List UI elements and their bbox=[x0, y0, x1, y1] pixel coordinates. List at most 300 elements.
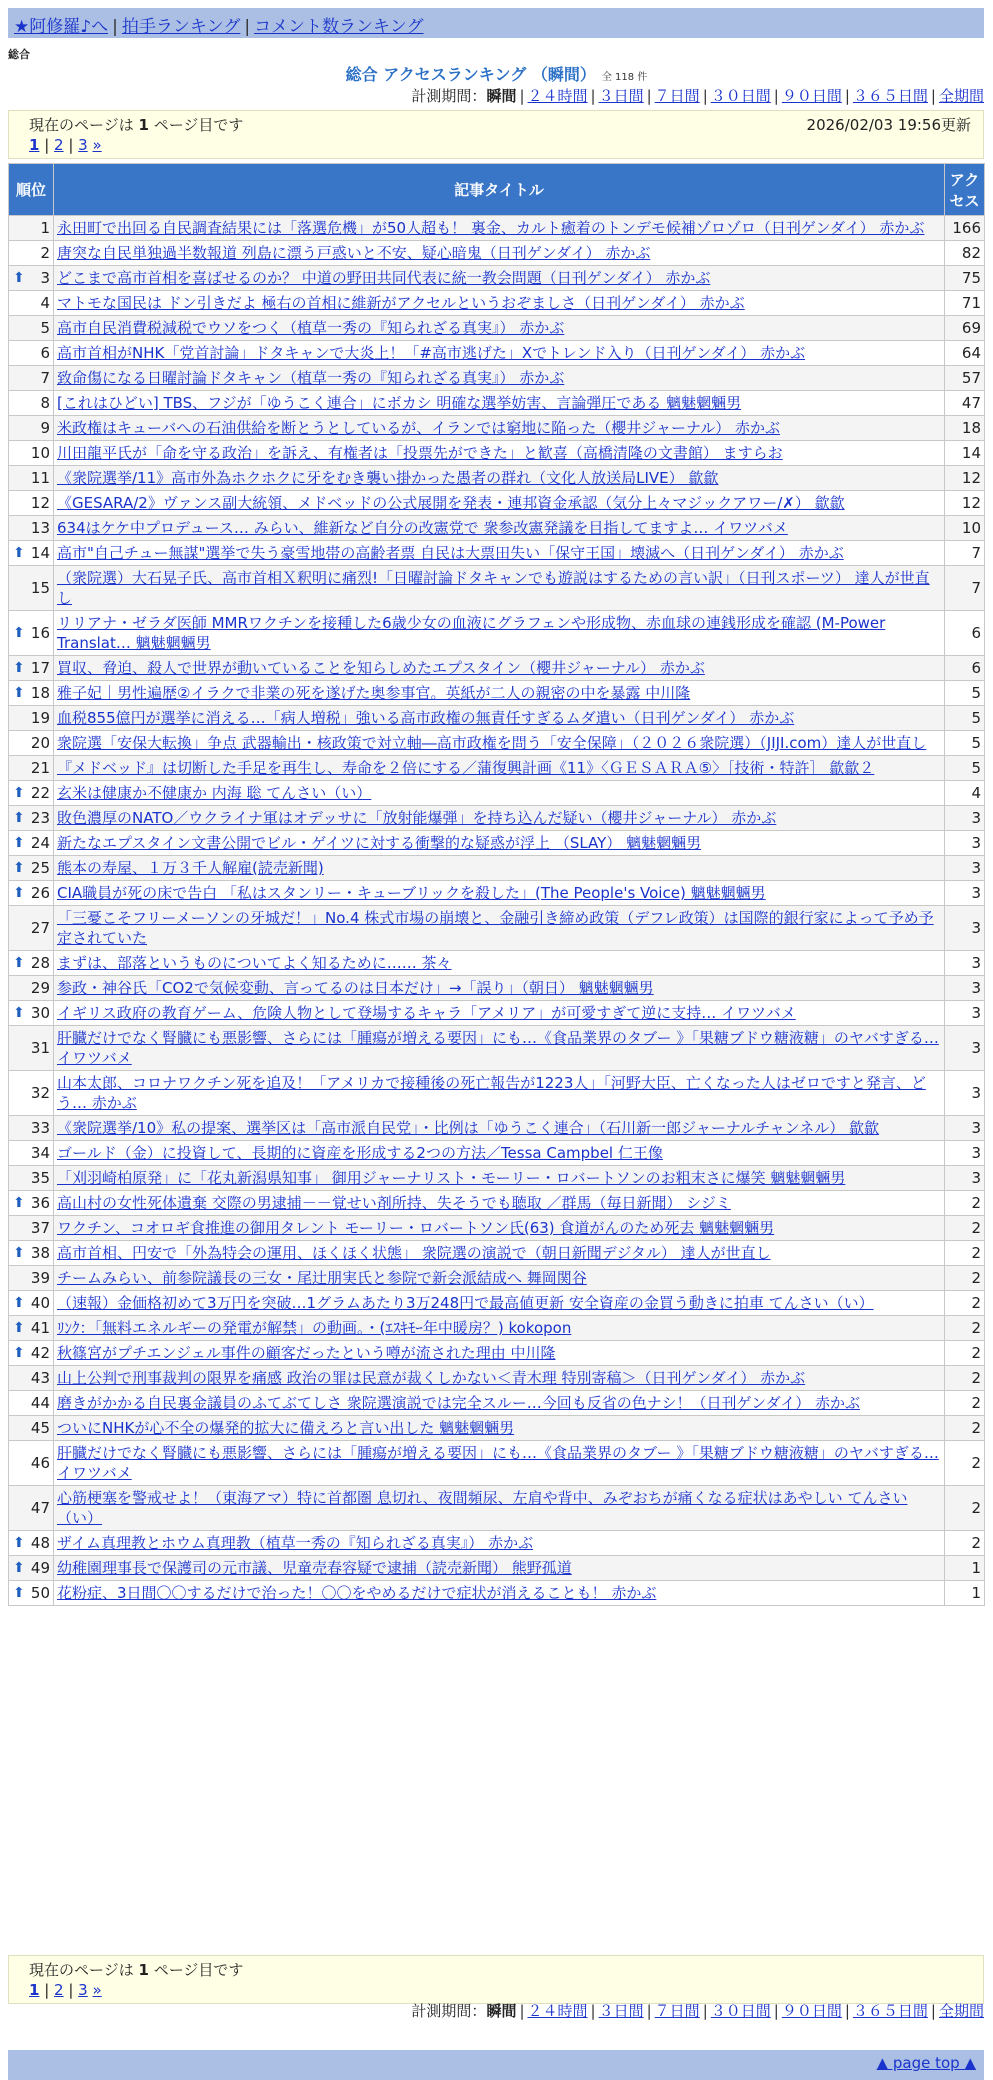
rank-cell bbox=[9, 1266, 54, 1291]
rank-cell bbox=[9, 566, 54, 611]
title-cell bbox=[54, 366, 945, 391]
rank-number: 42 bbox=[30, 1344, 50, 1362]
title-cell bbox=[54, 976, 945, 1001]
rank-number: 6 bbox=[40, 344, 50, 362]
rank-cell bbox=[9, 1486, 54, 1531]
article-link[interactable]: 心筋梗塞を警戒せよ！（東海アマ）特に首都圏 息切れ、夜間頻尿、左肩や背中、みぞおちが痛くなる症状はあやしい てんさい（い） bbox=[57, 1489, 908, 1527]
ranking-row bbox=[9, 366, 985, 391]
page-link-current[interactable]: 1 bbox=[29, 136, 40, 154]
period-label: 計測期間： bbox=[411, 2002, 487, 2020]
title-cell bbox=[54, 1486, 945, 1531]
title-cell bbox=[54, 1116, 945, 1141]
rank-number: 27 bbox=[30, 919, 50, 937]
rank-number: 21 bbox=[30, 759, 50, 777]
title-cell bbox=[54, 291, 945, 316]
article-link[interactable]: イギリス政府の教育ゲーム、危険人物として登場するキャラ「アメリア」が可愛すぎて逆に支持… イワツバメ bbox=[57, 1004, 796, 1022]
page-link[interactable]: 2 bbox=[54, 136, 64, 154]
period-separator: | bbox=[844, 2002, 850, 2020]
article-link[interactable]: 山本太郎、コロナワクチン死を追及！「アメリカで接種後の死亡報告が1223人」「河野大臣、亡くなった人はゼロですと発言、どう… 赤かぶ bbox=[57, 1074, 926, 1112]
ranking-row bbox=[9, 906, 985, 951]
page-status: 現在のページは 1 ページ目です bbox=[29, 1961, 244, 1979]
rank-cell bbox=[9, 1416, 54, 1441]
title-cell bbox=[54, 391, 945, 416]
article-link[interactable]: 「三憂こそフリーメーソンの牙城だ！」No.4 株式市場の崩壊と、金融引き締め政策（デフレ政策）は国際的銀行家によって予め予定されていた bbox=[57, 909, 934, 947]
ranking-row bbox=[9, 341, 985, 366]
period-selector-top bbox=[411, 85, 984, 106]
rank-cell bbox=[9, 1341, 54, 1366]
article-link[interactable]: ザイム真理教とホウム真理教（植草一秀の『知られざる真実』） 赤かぶ bbox=[57, 1534, 534, 1552]
title-cell bbox=[54, 1291, 945, 1316]
rank-cell bbox=[9, 266, 54, 291]
rank-number: 22 bbox=[30, 784, 50, 802]
period-link[interactable]: ３６５日間 bbox=[852, 87, 928, 105]
ranking-row bbox=[9, 516, 985, 541]
article-link[interactable]: 《衆院選挙/10》私の提案、選挙区は「高市派自民党」・比例は「ゆうこく連合」（石川新一郎ジャーナルチャンネル） 歙歙 bbox=[57, 1119, 879, 1137]
rank-cell bbox=[9, 1316, 54, 1341]
rank-number: 23 bbox=[30, 809, 50, 827]
up-arrow-icon: ⬆ bbox=[13, 270, 25, 286]
page-links bbox=[29, 136, 971, 158]
access-count: 2 bbox=[945, 1441, 985, 1486]
title-cell bbox=[54, 856, 945, 881]
title-cell bbox=[54, 656, 945, 681]
up-arrow-icon: ⬆ bbox=[13, 810, 25, 826]
article-link[interactable]: チームみらい、前参院議長の三女・尾辻朋実氏と参院で新会派結成へ 舞岡関谷 bbox=[57, 1269, 587, 1287]
rank-number: 17 bbox=[30, 659, 50, 677]
access-count: 2 bbox=[945, 1241, 985, 1266]
ranking-row bbox=[9, 1341, 985, 1366]
title-cell bbox=[54, 541, 945, 566]
period-link[interactable]: ７日間 bbox=[654, 2002, 700, 2020]
next-page-link[interactable]: » bbox=[92, 1981, 102, 1999]
period-link[interactable]: ３６５日間 bbox=[852, 2002, 928, 2020]
rank-number: 13 bbox=[30, 519, 50, 537]
period-separator: | bbox=[930, 87, 936, 105]
article-link[interactable]: 《衆院選挙/11》高市外為ホクホクに牙をむき襲い掛かった愚者の群れ（文化人放送局LIVE） 歙歙 bbox=[57, 469, 719, 487]
title-cell bbox=[54, 1191, 945, 1216]
rank-cell bbox=[9, 541, 54, 566]
period-link[interactable]: ３日間 bbox=[598, 87, 644, 105]
rank-number: 25 bbox=[30, 859, 50, 877]
period-current: 瞬間 bbox=[486, 2002, 517, 2020]
period-link[interactable]: ２４時間 bbox=[527, 87, 588, 105]
article-link[interactable]: ﾘﾝｸ：「無料エネルギーの発電が解禁」の動画。・(ｴｽｷﾓｰ年中暖房？) kokopon bbox=[57, 1319, 572, 1337]
rank-number: 24 bbox=[30, 834, 50, 852]
ranking-row bbox=[9, 806, 985, 831]
period-separator: | bbox=[702, 2002, 708, 2020]
rank-number: 49 bbox=[30, 1559, 50, 1577]
period-link[interactable]: 全期間 bbox=[938, 2002, 984, 2020]
title-cell bbox=[54, 1216, 945, 1241]
access-count: 3 bbox=[945, 831, 985, 856]
title-cell bbox=[54, 1441, 945, 1486]
article-link[interactable]: （速報）金価格初めて3万円を突破…1グラムあたり3万248円で最高値更新 安全資産の金買う動きに拍車 てんさい（い） bbox=[57, 1294, 874, 1312]
ranking-row bbox=[9, 1001, 985, 1026]
ranking-row bbox=[9, 1581, 985, 1606]
article-link[interactable]: 熊本の寿屋、１万３千人解雇(読売新聞) bbox=[57, 859, 324, 877]
ranking-row bbox=[9, 1191, 985, 1216]
page-link[interactable]: 2 bbox=[54, 1981, 64, 1999]
ranking-row bbox=[9, 1026, 985, 1071]
up-arrow-icon: ⬆ bbox=[13, 1005, 25, 1021]
ranking-row bbox=[9, 1141, 985, 1166]
title-cell bbox=[54, 1366, 945, 1391]
rank-number: 20 bbox=[30, 734, 50, 752]
ranking-row bbox=[9, 856, 985, 881]
article-link[interactable]: 「刈羽崎柏原発」に「花丸新潟県知事」 御用ジャーナリスト・モーリー・ロバートソンのお粗末さに爆笑 魑魅魍魎男 bbox=[57, 1169, 846, 1187]
article-link[interactable]: 幼稚園理事長で保護司の元市議、児童売春容疑で逮捕（読売新聞） 熊野孤道 bbox=[57, 1559, 572, 1577]
rank-number: 11 bbox=[30, 469, 50, 487]
rank-number: 50 bbox=[30, 1584, 50, 1602]
up-arrow-icon: ⬆ bbox=[13, 1245, 25, 1261]
rank-cell bbox=[9, 291, 54, 316]
article-link[interactable]: 『メドベッド』は切断した手足を再生し、寿命を２倍にする／蒲復興計画《11》〈ＧＥＳＡＲＡ⑤〉［技術・特許］ 歙歙２ bbox=[57, 759, 875, 777]
article-link[interactable]: 《GESARA/2》ヴァンス副大統領、メドベッドの公式展開を発表・連邦資金承認（気分上々マジックアワー/✗） 歙歙 bbox=[57, 494, 845, 512]
page-separator: | bbox=[39, 1981, 55, 1999]
access-count: 2 bbox=[945, 1316, 985, 1341]
ranking-row bbox=[9, 1316, 985, 1341]
access-count: 5 bbox=[945, 731, 985, 756]
rank-number: 36 bbox=[30, 1194, 50, 1212]
rank-cell bbox=[9, 391, 54, 416]
access-count: 2 bbox=[945, 1531, 985, 1556]
article-link[interactable]: 川田龍平氏が「命を守る政治」を訴え、有権者は「投票先ができた」と歓喜（高橋清隆の文書館） ますらお bbox=[57, 444, 783, 462]
access-count: 2 bbox=[945, 1291, 985, 1316]
rank-number: 38 bbox=[30, 1244, 50, 1262]
article-link[interactable]: リリアナ・ゼラダ医師 MMRワクチンを接種した6歳少女の血液にグラフェンや形成物、赤血球の連銭形成を確認 (M-Power Translat… 魑魅魍魎男 bbox=[57, 614, 886, 652]
up-arrow-icon: ⬆ bbox=[13, 685, 25, 701]
rank-number: 29 bbox=[30, 979, 50, 997]
top-nav-bar bbox=[8, 8, 984, 38]
rank-cell bbox=[9, 1216, 54, 1241]
page-link-current[interactable]: 1 bbox=[29, 1981, 40, 1999]
ranking-row bbox=[9, 441, 985, 466]
article-link[interactable]: どこまで高市首相を喜ばせるのか？ 中道の野田共同代表に統一教会問題（日刊ゲンダイ） 赤かぶ bbox=[57, 269, 711, 287]
ranking-row bbox=[9, 1416, 985, 1441]
access-column-header: アクセス bbox=[945, 164, 985, 216]
title-cell bbox=[54, 441, 945, 466]
article-link[interactable]: 唐突な自民単独過半数報道 列島に漂う戸惑いと不安、疑心暗鬼（日刊ゲンダイ） 赤かぶ bbox=[57, 244, 651, 262]
article-link[interactable]: CIA職員が死の床で告白 「私はスタンリー・キューブリックを殺した」(The People's Voice) 魑魅魍魎男 bbox=[57, 884, 766, 902]
article-link[interactable]: 肝臓だけでなく腎臓にも悪影響、さらには「腫瘍が増える要因」にも…《食品業界のタブー 》「果糖ブドウ糖液糖」のヤバすぎる… イワツバメ bbox=[57, 1444, 939, 1482]
period-separator: | bbox=[590, 87, 596, 105]
period-link[interactable]: ７日間 bbox=[654, 87, 700, 105]
title-cell bbox=[54, 951, 945, 976]
access-count: 5 bbox=[945, 706, 985, 731]
page-link[interactable]: 3 bbox=[78, 1981, 88, 1999]
rank-cell bbox=[9, 756, 54, 781]
article-link[interactable]: 敗色濃厚のNATO／ウクライナ軍はオデッサに「放射能爆弾」を持ち込んだ疑い（櫻井ジャーナル） 赤かぶ bbox=[57, 809, 777, 827]
page-separator: | bbox=[39, 136, 55, 154]
article-link[interactable]: 秋篠宮がプチエンジェル事件の顧客だったという噂が流された理由 中川隆 bbox=[57, 1344, 556, 1362]
rank-cell bbox=[9, 1071, 54, 1116]
next-page-link[interactable]: » bbox=[92, 136, 102, 154]
rank-cell bbox=[9, 806, 54, 831]
updated-timestamp: 2026/02/03 19:56更新 bbox=[806, 116, 971, 134]
article-link[interactable]: 花粉症、3日間〇〇するだけで治った！〇〇をやめるだけで症状が消えることも！ 赤かぶ bbox=[57, 1584, 657, 1602]
rank-cell bbox=[9, 611, 54, 656]
title-cell bbox=[54, 1001, 945, 1026]
ranking-row bbox=[9, 1556, 985, 1581]
access-count: 64 bbox=[945, 341, 985, 366]
ranking-heading bbox=[0, 62, 993, 85]
article-link[interactable]: [これはひどい] TBS、フジが「ゆうこく連合」にボカシ 明確な選挙妨害、言論弾圧である 魑魅魍魎男 bbox=[57, 394, 742, 412]
ranking-row bbox=[9, 731, 985, 756]
title-cell bbox=[54, 341, 945, 366]
access-count: 71 bbox=[945, 291, 985, 316]
up-arrow-icon: ⬆ bbox=[13, 860, 25, 876]
article-link[interactable]: 玄米は健康か不健康か 内海 聡 てんさい（い） bbox=[57, 784, 372, 802]
comment-ranking-link[interactable]: コメント数ランキング bbox=[254, 17, 424, 37]
access-count: 2 bbox=[945, 1391, 985, 1416]
rank-number: 18 bbox=[30, 684, 50, 702]
access-count: 5 bbox=[945, 756, 985, 781]
title-cell bbox=[54, 266, 945, 291]
ranking-row bbox=[9, 241, 985, 266]
article-link[interactable]: 血税855億円が選挙に消える…「病人増税」強いる高市政権の無責任すぎるムダ遣い（日刊ゲンダイ） 赤かぶ bbox=[57, 709, 795, 727]
rank-number: 5 bbox=[40, 319, 50, 337]
title-cell bbox=[54, 1026, 945, 1071]
article-link[interactable]: 634はケケ中プロデュース… みらい、維新など自分の改憲党で 衆参改憲発議を目指してますよ… イワツバメ bbox=[57, 519, 788, 537]
rank-cell bbox=[9, 976, 54, 1001]
rank-cell bbox=[9, 1531, 54, 1556]
rank-number: 48 bbox=[30, 1534, 50, 1552]
article-link[interactable]: 高市自民消費税減税でウソをつく（植草一秀の『知られざる真実』） 赤かぶ bbox=[57, 319, 565, 337]
ranking-row bbox=[9, 1116, 985, 1141]
rank-number: 7 bbox=[40, 369, 50, 387]
title-cell bbox=[54, 831, 945, 856]
rank-cell bbox=[9, 856, 54, 881]
rank-number: 44 bbox=[30, 1394, 50, 1412]
ranking-row bbox=[9, 1166, 985, 1191]
article-link[interactable]: 衆院選「安保大転換」争点 武器輸出・核政策で対立軸―高市政権を問う「安全保障」（２０２６衆院選）（JIJI.com）達人が世直し bbox=[57, 734, 927, 752]
rank-cell bbox=[9, 416, 54, 441]
article-link[interactable]: ついにNHKが心不全の爆発的拡大に備えろと言い出した 魑魅魍魎男 bbox=[57, 1419, 515, 1437]
period-separator: | bbox=[519, 87, 525, 105]
ranking-row bbox=[9, 781, 985, 806]
title-cell bbox=[54, 906, 945, 951]
access-count: 3 bbox=[945, 806, 985, 831]
title-cell bbox=[54, 1341, 945, 1366]
article-link[interactable]: 新たなエプスタイン文書公開でビル・ゲイツに対する衝撃的な疑惑が浮上 （SLAY） 魑魅魍魎男 bbox=[57, 834, 702, 852]
rank-number: 41 bbox=[30, 1319, 50, 1337]
access-count: 12 bbox=[945, 491, 985, 516]
rank-cell bbox=[9, 341, 54, 366]
rank-number: 2 bbox=[40, 244, 50, 262]
rank-cell bbox=[9, 951, 54, 976]
article-link[interactable]: 高市首相、円安で「外為特会の運用、ほくほく状態」 衆院選の演説で（朝日新聞デジタル） 達人が世直し bbox=[57, 1244, 771, 1262]
rank-number: 45 bbox=[30, 1419, 50, 1437]
title-cell bbox=[54, 566, 945, 611]
ranking-row bbox=[9, 216, 985, 241]
access-count: 2 bbox=[945, 1416, 985, 1441]
access-count: 3 bbox=[945, 1116, 985, 1141]
article-link[interactable]: 雅子妃｜男性遍歴②イラクで非業の死を遂げた奥参事官。英紙が二人の親密の中を暴露 中川隆 bbox=[57, 684, 691, 702]
period-separator: | bbox=[844, 87, 850, 105]
ranking-row bbox=[9, 416, 985, 441]
rank-number: 8 bbox=[40, 394, 50, 412]
rank-cell bbox=[9, 1166, 54, 1191]
title-column-header: 記事タイトル bbox=[54, 164, 945, 216]
access-count: 3 bbox=[945, 1026, 985, 1071]
rank-cell bbox=[9, 241, 54, 266]
rank-cell bbox=[9, 1391, 54, 1416]
access-count: 3 bbox=[945, 1141, 985, 1166]
access-count: 3 bbox=[945, 881, 985, 906]
title-cell bbox=[54, 491, 945, 516]
access-count: 47 bbox=[945, 391, 985, 416]
title-cell bbox=[54, 466, 945, 491]
article-link[interactable]: 永田町で出回る自民調査結果には「落選危機」が50人超も！ 裏金、カルト癒着のトンデモ候補ゾロゾロ（日刊ゲンダイ） 赤かぶ bbox=[57, 219, 925, 237]
title-cell bbox=[54, 1391, 945, 1416]
up-arrow-icon: ⬆ bbox=[13, 1535, 25, 1551]
access-count: 57 bbox=[945, 366, 985, 391]
rank-cell bbox=[9, 1141, 54, 1166]
access-count: 4 bbox=[945, 781, 985, 806]
home-link[interactable]: ★阿修羅♪へ bbox=[14, 17, 109, 37]
access-count: 6 bbox=[945, 656, 985, 681]
ranking-row bbox=[9, 756, 985, 781]
ranking-row bbox=[9, 291, 985, 316]
rank-number: 26 bbox=[30, 884, 50, 902]
article-link[interactable]: まずは、部落というものについてよく知るために…… 茶々 bbox=[57, 954, 452, 972]
total-count: 全 118 件 bbox=[601, 72, 648, 83]
access-count: 5 bbox=[945, 681, 985, 706]
article-link[interactable]: 高市"自己チュー無謀"選挙で失う豪雪地帯の高齢者票 自民は大票田失い「保守王国」壊滅へ（日刊ゲンダイ） 赤かぶ bbox=[57, 544, 844, 562]
rank-cell bbox=[9, 1291, 54, 1316]
rank-number: 35 bbox=[30, 1169, 50, 1187]
period-link[interactable]: ２４時間 bbox=[527, 2002, 588, 2020]
rank-number: 37 bbox=[30, 1219, 50, 1237]
page-title: 総合 アクセスランキング （瞬間） bbox=[345, 65, 596, 84]
rank-number: 16 bbox=[30, 624, 50, 642]
page-separator: | bbox=[63, 1981, 79, 1999]
title-cell bbox=[54, 1581, 945, 1606]
title-cell bbox=[54, 1241, 945, 1266]
period-link[interactable]: ３０日間 bbox=[710, 2002, 771, 2020]
article-link[interactable]: 参政・神谷氏「CO2で気候変動、言ってるのは日本だけ」→「誤り」（朝日） 魑魅魍魎男 bbox=[57, 979, 654, 997]
period-link[interactable]: ３日間 bbox=[598, 2002, 644, 2020]
rank-cell bbox=[9, 1191, 54, 1216]
rank-number: 31 bbox=[30, 1039, 50, 1057]
rank-number: 3 bbox=[40, 269, 50, 287]
ranking-row bbox=[9, 1486, 985, 1531]
article-link[interactable]: ゴールド（金）に投資して、長期的に資産を形成する2つの方法／Tessa Campbel 仁王像 bbox=[57, 1144, 663, 1162]
rank-number: 33 bbox=[30, 1119, 50, 1137]
article-link[interactable]: 高山村の女性死体遺棄 交際の男逮捕－－覚せい剤所持、失そうでも聴取 ／群馬（毎日新聞） シジミ bbox=[57, 1194, 731, 1212]
rank-cell bbox=[9, 656, 54, 681]
access-count: 3 bbox=[945, 906, 985, 951]
rank-number: 43 bbox=[30, 1369, 50, 1387]
ranking-row bbox=[9, 316, 985, 341]
ranking-row bbox=[9, 566, 985, 611]
up-arrow-icon: ⬆ bbox=[13, 885, 25, 901]
rank-number: 28 bbox=[30, 954, 50, 972]
article-link[interactable]: 致命傷になる日曜討論ドタキャン（植草一秀の『知られざる真実』） 赤かぶ bbox=[57, 369, 565, 387]
period-label: 計測期間： bbox=[411, 87, 487, 105]
period-link[interactable]: 全期間 bbox=[938, 87, 984, 105]
period-link[interactable]: ３０日間 bbox=[710, 87, 771, 105]
period-separator: | bbox=[519, 2002, 525, 2020]
access-count: 3 bbox=[945, 1166, 985, 1191]
rank-number: 1 bbox=[40, 219, 50, 237]
up-arrow-icon: ⬆ bbox=[13, 1195, 25, 1211]
ranking-row bbox=[9, 1071, 985, 1116]
up-arrow-icon: ⬆ bbox=[13, 660, 25, 676]
period-link[interactable]: ９０日間 bbox=[781, 2002, 842, 2020]
page-link[interactable]: 3 bbox=[78, 136, 88, 154]
clap-ranking-link[interactable]: 拍手ランキング bbox=[121, 17, 241, 37]
period-separator: | bbox=[646, 87, 652, 105]
ranking-row bbox=[9, 1391, 985, 1416]
ranking-row bbox=[9, 881, 985, 906]
access-count: 1 bbox=[945, 1581, 985, 1606]
article-link[interactable]: 買収、脅迫、殺人で世界が動いていることを知らしめたエプスタイン（櫻井ジャーナル） 赤かぶ bbox=[57, 659, 705, 677]
page-top-link[interactable]: ▲ page top ▲ bbox=[876, 2054, 976, 2072]
up-arrow-icon: ⬆ bbox=[13, 1320, 25, 1336]
access-count: 2 bbox=[945, 1341, 985, 1366]
access-count: 7 bbox=[945, 541, 985, 566]
ranking-row bbox=[9, 1366, 985, 1391]
up-arrow-icon: ⬆ bbox=[13, 1345, 25, 1361]
up-arrow-icon: ⬆ bbox=[13, 955, 25, 971]
rank-cell bbox=[9, 1366, 54, 1391]
article-link[interactable]: ワクチン、コオロギ食推進の御用タレント モーリー・ロバートソン氏(63) 食道がんのため死去 魑魅魍魎男 bbox=[57, 1219, 775, 1237]
article-link[interactable]: 肝臓だけでなく腎臓にも悪影響、さらには「腫瘍が増える要因」にも…《食品業界のタブー 》「果糖ブドウ糖液糖」のヤバすぎる… イワツバメ bbox=[57, 1029, 939, 1067]
up-arrow-icon: ⬆ bbox=[13, 625, 25, 641]
article-link[interactable]: 磨きがかかる自民裏金議員のふてぶてしさ 衆院選演説では完全スルー…今回も反省の色ナシ！（日刊ゲンダイ） 赤かぶ bbox=[57, 1394, 861, 1412]
article-link[interactable]: （衆院選）大石晃子氏、高市首相Ｘ釈明に痛烈!「日曜討論ドタキャンでも遊説はするための言い訳」（日刊スポーツ） 達人が世直し bbox=[57, 569, 930, 607]
rank-number: 10 bbox=[30, 444, 50, 462]
page-separator: | bbox=[63, 136, 79, 154]
period-selector-bottom bbox=[411, 2000, 984, 2021]
article-link[interactable]: 高市首相がNHK「党首討論」ドタキャンで大炎上！「#高市逃げた」Xでトレンド入り（日刊ゲンダイ） 赤かぶ bbox=[57, 344, 806, 362]
nav-separator: | bbox=[244, 17, 251, 37]
ranking-row bbox=[9, 951, 985, 976]
ranking-row bbox=[9, 681, 985, 706]
rank-cell bbox=[9, 681, 54, 706]
ranking-row bbox=[9, 466, 985, 491]
rank-cell bbox=[9, 1556, 54, 1581]
ranking-row bbox=[9, 1291, 985, 1316]
access-count: 18 bbox=[945, 416, 985, 441]
period-current: 瞬間 bbox=[486, 87, 517, 105]
rank-number: 15 bbox=[30, 579, 50, 597]
pager-top bbox=[8, 110, 984, 159]
title-cell bbox=[54, 416, 945, 441]
rank-cell bbox=[9, 466, 54, 491]
rank-number: 9 bbox=[40, 419, 50, 437]
access-count: 7 bbox=[945, 566, 985, 611]
title-cell bbox=[54, 756, 945, 781]
access-count: 12 bbox=[945, 466, 985, 491]
article-link[interactable]: マトモな国民は ドン引きだよ 極右の首相に維新がアクセルというおぞましさ（日刊ゲンダイ） 赤かぶ bbox=[57, 294, 745, 312]
bottom-bar bbox=[8, 2050, 984, 2080]
access-count: 3 bbox=[945, 976, 985, 1001]
rank-cell bbox=[9, 516, 54, 541]
rank-cell bbox=[9, 216, 54, 241]
period-link[interactable]: ９０日間 bbox=[781, 87, 842, 105]
title-cell bbox=[54, 1141, 945, 1166]
title-cell bbox=[54, 316, 945, 341]
pager-bottom bbox=[8, 1955, 984, 2004]
rank-number: 19 bbox=[30, 709, 50, 727]
up-arrow-icon: ⬆ bbox=[13, 1585, 25, 1601]
article-link[interactable]: 山上公判で刑事裁判の限界を痛感 政治の罪は民意が裁くしかない＜青木理 特別寄稿＞（日刊ゲンダイ） 赤かぶ bbox=[57, 1369, 806, 1387]
article-link[interactable]: 米政権はキューバへの石油供給を断とうとしているが、イランでは窮地に陥った（櫻井ジャーナル） 赤かぶ bbox=[57, 419, 780, 437]
rank-cell bbox=[9, 1116, 54, 1141]
title-cell bbox=[54, 1556, 945, 1581]
